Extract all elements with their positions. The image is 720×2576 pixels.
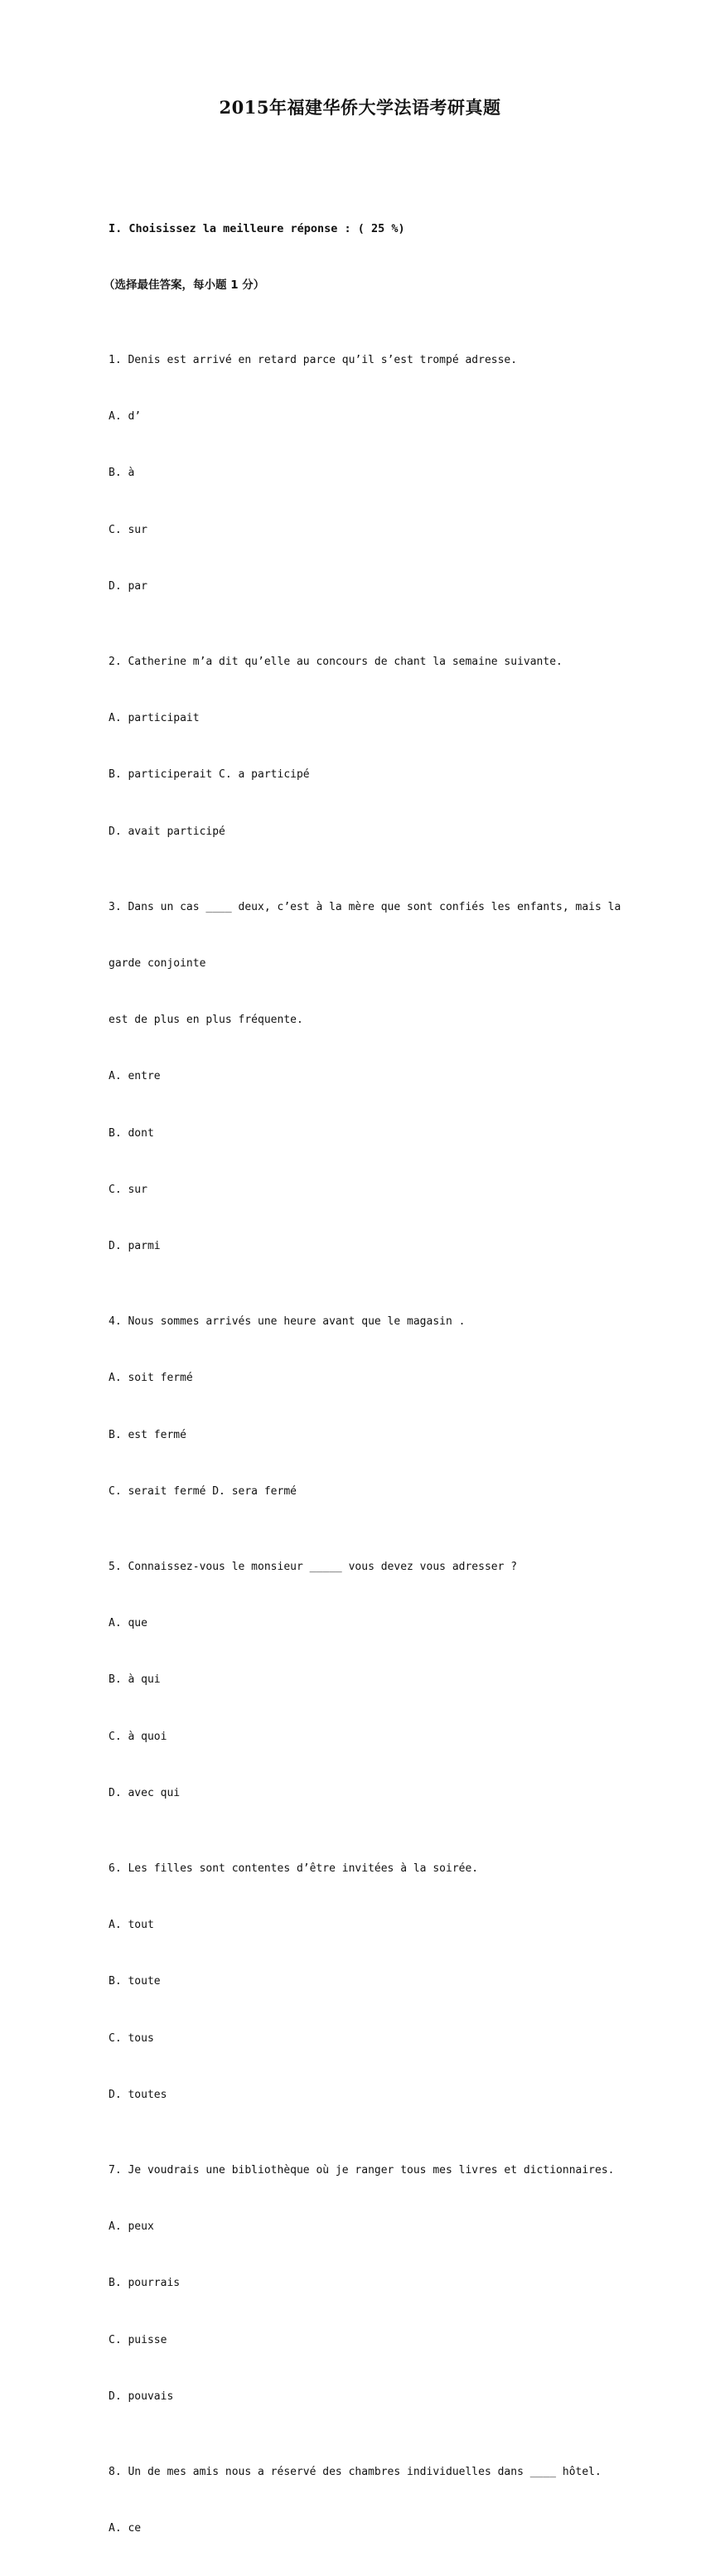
question-4-option-a: A. soit fermé [109,1372,193,1385]
question-7-option-d: D. pouvais [109,2390,174,2403]
question-3-continued: est de plus en plus fréquente. [109,1014,303,1026]
question-6: 6. Les filles sont contentes d’être invitées à la soirée. [109,1862,479,1875]
question-7-option-a: A. peux [109,2220,154,2233]
question-1-option-a: A. d’ [109,410,142,423]
question-8-option-a: A. ce [109,2522,142,2535]
question-5-option-d: D. avec qui [109,1786,181,1799]
question-6-option-b: B. toute [109,1975,161,1988]
question-3-option-b: B. dont [109,1126,154,1140]
question-2-option-a: A. participait [109,712,200,724]
question-3-option-a: A. entre [109,1070,161,1083]
question-1-option-d: D. par [109,579,147,593]
section-note: （选择最佳答案，每小题 1 分） [104,278,265,292]
question-5-option-c: C. à quoi [109,1730,167,1743]
question-3-option-d: D. parmi [109,1240,161,1252]
question-5: 5. Connaissez-vous le monsieur _____ vous devez vous adresser ? [109,1560,518,1573]
question-8: 8. Un de mes amis nous a réservé des chambres individuelles dans ____ hôtel. [109,2465,602,2478]
question-4-option-b: B. est fermé [109,1428,186,1441]
document-title: 2015年福建华侨大学法语考研真题 [219,97,501,118]
question-2-option-b-c: B. participerait C. a participé [109,768,310,782]
question-6-option-d: D. toutes [109,2088,167,2101]
question-7-option-b: B. pourrais [109,2277,181,2290]
question-7-option-c: C. puisse [109,2333,167,2346]
question-3: 3. Dans un cas ____ deux, c’est à la mère que sont confiés les enfants, mais la [109,900,621,913]
question-3-continued: garde conjointe [109,956,206,970]
question-1-option-b: B. à [109,467,135,480]
question-3-option-c: C. sur [109,1183,147,1196]
question-5-option-b: B. à qui [109,1673,161,1687]
question-4-option-c-d: C. serait fermé D. sera fermé [109,1484,297,1498]
question-6-option-c: C. tous [109,2031,154,2045]
question-4: 4. Nous sommes arrivés une heure avant que le magasin . [109,1315,466,1328]
exam-content [104,182,622,2576]
question-5-option-a: A. que [109,1617,147,1629]
section-heading: I. Choisissez la meilleure réponse : ( 25 %) [109,221,405,235]
question-1-option-c: C. sur [109,523,147,536]
question-1: 1. Denis est arrivé en retard parce qu’il s’est trompé adresse. [109,353,518,366]
question-2: 2. Catherine m’a dit qu’elle au concours de chant la semaine suivante. [109,655,563,668]
question-2-option-d: D. avait participé [109,825,225,838]
question-6-option-a: A. tout [109,1919,154,1931]
question-7: 7. Je voudrais une bibliothèque où je ranger tous mes livres et dictionnaires. [109,2163,615,2177]
